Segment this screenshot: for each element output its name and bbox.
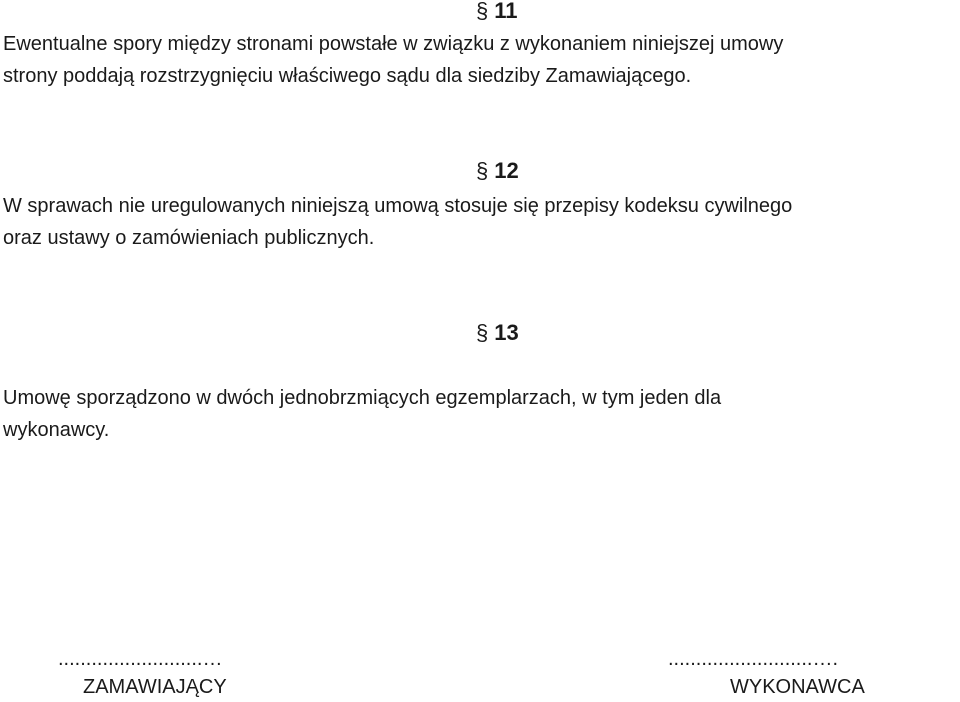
signature-label-left: ZAMAWIAJĄCY	[83, 676, 227, 698]
section-13-heading	[476, 320, 519, 346]
section-11-heading	[476, 0, 518, 24]
section-sign: §	[476, 0, 489, 23]
signature-line-right: ..........................….	[668, 648, 839, 670]
paragraph-line: wykonawcy.	[3, 419, 110, 441]
section-number: 12	[494, 158, 519, 183]
section-13-paragraph	[3, 382, 953, 446]
section-sign: §	[476, 158, 489, 183]
paragraph-line: oraz ustawy o zamówieniach publicznych.	[3, 227, 375, 249]
section-11-paragraph	[3, 28, 953, 92]
paragraph-line: strony poddają rozstrzygnięciu właściwego sądu dla siedziby Zamawiającego.	[3, 65, 692, 87]
section-sign: §	[476, 320, 489, 345]
section-number: 13	[494, 320, 519, 345]
section-12-paragraph	[3, 190, 953, 254]
paragraph-line: W sprawach nie uregulowanych niniejszą umową stosuje się przepisy kodeksu cywilnego	[3, 195, 793, 217]
paragraph-line: Ewentualne spory między stronami powstałe w związku z wykonaniem niniejszej umowy	[3, 33, 784, 55]
signature-label-right: WYKONAWCA	[730, 676, 865, 698]
signature-line-left: ..........................…	[58, 648, 223, 670]
section-12-heading	[476, 158, 519, 184]
section-number: 11	[494, 0, 518, 23]
paragraph-line: Umowę sporządzono w dwóch jednobrzmiących egzemplarzach, w tym jeden dla	[3, 387, 722, 409]
